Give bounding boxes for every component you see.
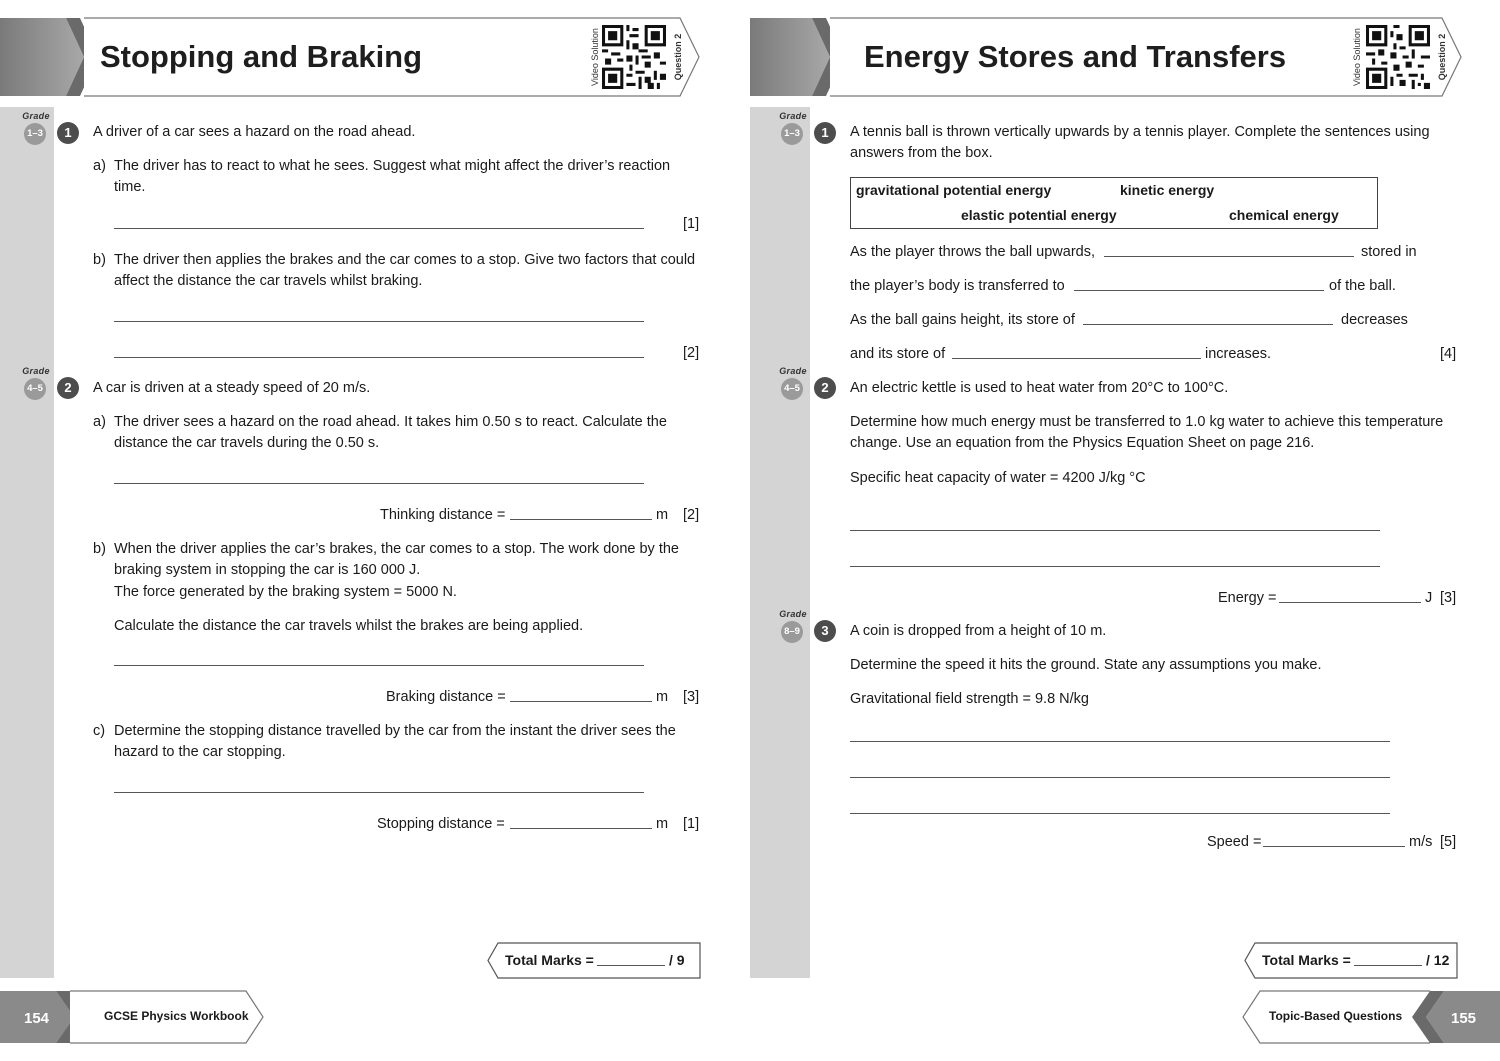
answer-line[interactable] (850, 777, 1390, 778)
marks: [2] (683, 507, 700, 523)
question-stem: A tennis ball is thrown vertically upwards by a tennis player. Complete the sentences using answers from the box. (850, 124, 1430, 161)
qr-code-icon[interactable] (602, 24, 666, 90)
answer-line[interactable] (114, 665, 644, 666)
answer-blank[interactable] (1279, 602, 1421, 603)
part-text: The force generated by the braking system = 5000 N. (114, 584, 457, 600)
footer-title: Topic-Based Questions (1269, 1009, 1403, 1023)
marks: [4] (1440, 346, 1457, 362)
marks: [2] (683, 345, 700, 361)
answer-blank[interactable] (510, 519, 652, 520)
part-text: Determine the stopping distance travelled by the car from the instant the driver sees the hazard to the car stopping. (114, 723, 676, 760)
answer-blank[interactable] (1104, 256, 1354, 257)
answer-blank[interactable] (1074, 290, 1324, 291)
part-text: The driver has to react to what he sees. Suggest what might affect the driver’s reaction time. (114, 158, 671, 195)
word-option: elastic potential energy (961, 207, 1117, 223)
word-option: chemical energy (1229, 207, 1339, 223)
part-text: Calculate the distance the car travels whilst the brakes are being applied. (114, 618, 584, 634)
word-option: gravitational potential energy (856, 182, 1052, 198)
question-text: Determine the speed it hits the ground. State any assumptions you make. (850, 657, 1322, 673)
sentence-text: of the ball. (1329, 278, 1396, 294)
answer-line[interactable] (114, 228, 644, 229)
unit: m (656, 689, 669, 705)
grade-badge-icon: Grade 4–5 (778, 369, 808, 399)
page-number: 155 (1451, 1010, 1477, 1027)
answer-line[interactable] (850, 741, 1390, 742)
sentence-text: the player’s body is transferred to (850, 278, 1065, 294)
marks: [1] (683, 816, 700, 832)
answer-line[interactable] (850, 566, 1380, 567)
part-label: b) (93, 541, 106, 557)
right-margin-bar (750, 107, 810, 978)
total-marks-max: / 12 (1426, 952, 1450, 968)
question-number: 3 (814, 620, 836, 642)
marks: [1] (683, 216, 700, 232)
part-text: The driver sees a hazard on the road ahead. It takes him 0.50 s to react. Calculate the distance the car travels during the 0.50 s. (114, 414, 667, 451)
part-label: b) (93, 252, 106, 268)
word-option: kinetic energy (1120, 182, 1215, 198)
footer-title: GCSE Physics Workbook (104, 1009, 249, 1023)
answer-blank[interactable] (510, 701, 652, 702)
answer-line[interactable] (114, 321, 644, 322)
answer-label: Thinking distance = (380, 507, 506, 523)
given-data: Specific heat capacity of water = 4200 J/kg °C (850, 470, 1146, 486)
question-label: Question 2 (673, 33, 683, 81)
question-text: Determine how much energy must be transferred to 1.0 kg water to achieve this temperature change. Use an equation from the Physics Equation Sheet on page 216. (850, 414, 1444, 451)
answer-blank[interactable] (952, 358, 1201, 359)
question-number: 2 (814, 377, 836, 399)
sentence-text: stored in (1361, 244, 1417, 260)
unit: m (656, 507, 669, 523)
question-number: 2 (57, 377, 79, 399)
unit: m (656, 816, 669, 832)
total-marks-label: Total Marks = (505, 952, 594, 968)
question-stem: An electric kettle is used to heat water from 20°C to 100°C. (850, 380, 1229, 396)
answer-line[interactable] (850, 530, 1380, 531)
given-data: Gravitational field strength = 9.8 N/kg (850, 691, 1089, 707)
page-title-right: Energy Stores and Transfers (864, 39, 1287, 74)
total-marks-max: / 9 (669, 952, 685, 968)
part-label: a) (93, 414, 106, 430)
sentence-text: increases. (1205, 346, 1272, 362)
total-marks-input[interactable] (597, 965, 665, 966)
marks: [5] (1440, 834, 1457, 850)
sentence-text: and its store of (850, 346, 946, 362)
answer-line[interactable] (850, 813, 1390, 814)
sentence-text: As the ball gains height, its store of (850, 312, 1075, 328)
grade-badge-icon: Grade 4–5 (21, 369, 51, 399)
qr-code-icon[interactable] (1366, 24, 1430, 90)
grade-badge-icon: Grade 8–9 (778, 612, 808, 642)
answer-blank[interactable] (1083, 324, 1333, 325)
part-text: When the driver applies the car’s brakes, the car comes to a stop. The work done by the braking system in stopping the car is 160 000 J. (114, 541, 679, 578)
part-text: The driver then applies the brakes and the car comes to a stop. Give two factors that could affect the distance the car travels whilst braking. (114, 252, 696, 289)
page-title-left: Stopping and Braking (100, 39, 423, 74)
video-solution-label: Video Solution (590, 28, 600, 86)
answer-label: Speed = (1207, 834, 1262, 850)
unit: J (1425, 590, 1433, 606)
question-stem: A coin is dropped from a height of 10 m. (850, 623, 1107, 639)
sentence-text: As the player throws the ball upwards, (850, 244, 1096, 260)
part-label: a) (93, 158, 106, 174)
question-stem: A car is driven at a steady speed of 20 m/s. (93, 380, 371, 396)
answer-label: Braking distance = (386, 689, 506, 705)
answer-line[interactable] (114, 792, 644, 793)
grade-badge-icon: Grade 1–3 (21, 114, 51, 144)
answer-label: Energy = (1218, 590, 1277, 606)
page-number: 154 (24, 1010, 50, 1027)
question-label: Question 2 (1437, 33, 1447, 81)
total-marks-input[interactable] (1354, 965, 1422, 966)
question-number: 1 (57, 122, 79, 144)
grade-badge-icon: Grade 1–3 (778, 114, 808, 144)
video-solution-label: Video Solution (1352, 28, 1362, 86)
unit: m/s (1409, 834, 1433, 850)
marks: [3] (683, 689, 700, 705)
answer-blank[interactable] (1263, 846, 1405, 847)
answer-line[interactable] (114, 357, 644, 358)
part-label: c) (93, 723, 106, 739)
question-number: 1 (814, 122, 836, 144)
answer-blank[interactable] (510, 828, 652, 829)
marks: [3] (1440, 590, 1457, 606)
sentence-text: decreases (1341, 312, 1408, 328)
left-margin-bar (0, 107, 54, 978)
question-stem: A driver of a car sees a hazard on the road ahead. (93, 124, 416, 140)
answer-label: Stopping distance = (377, 816, 505, 832)
total-marks-label: Total Marks = (1262, 952, 1351, 968)
answer-line[interactable] (114, 483, 644, 484)
